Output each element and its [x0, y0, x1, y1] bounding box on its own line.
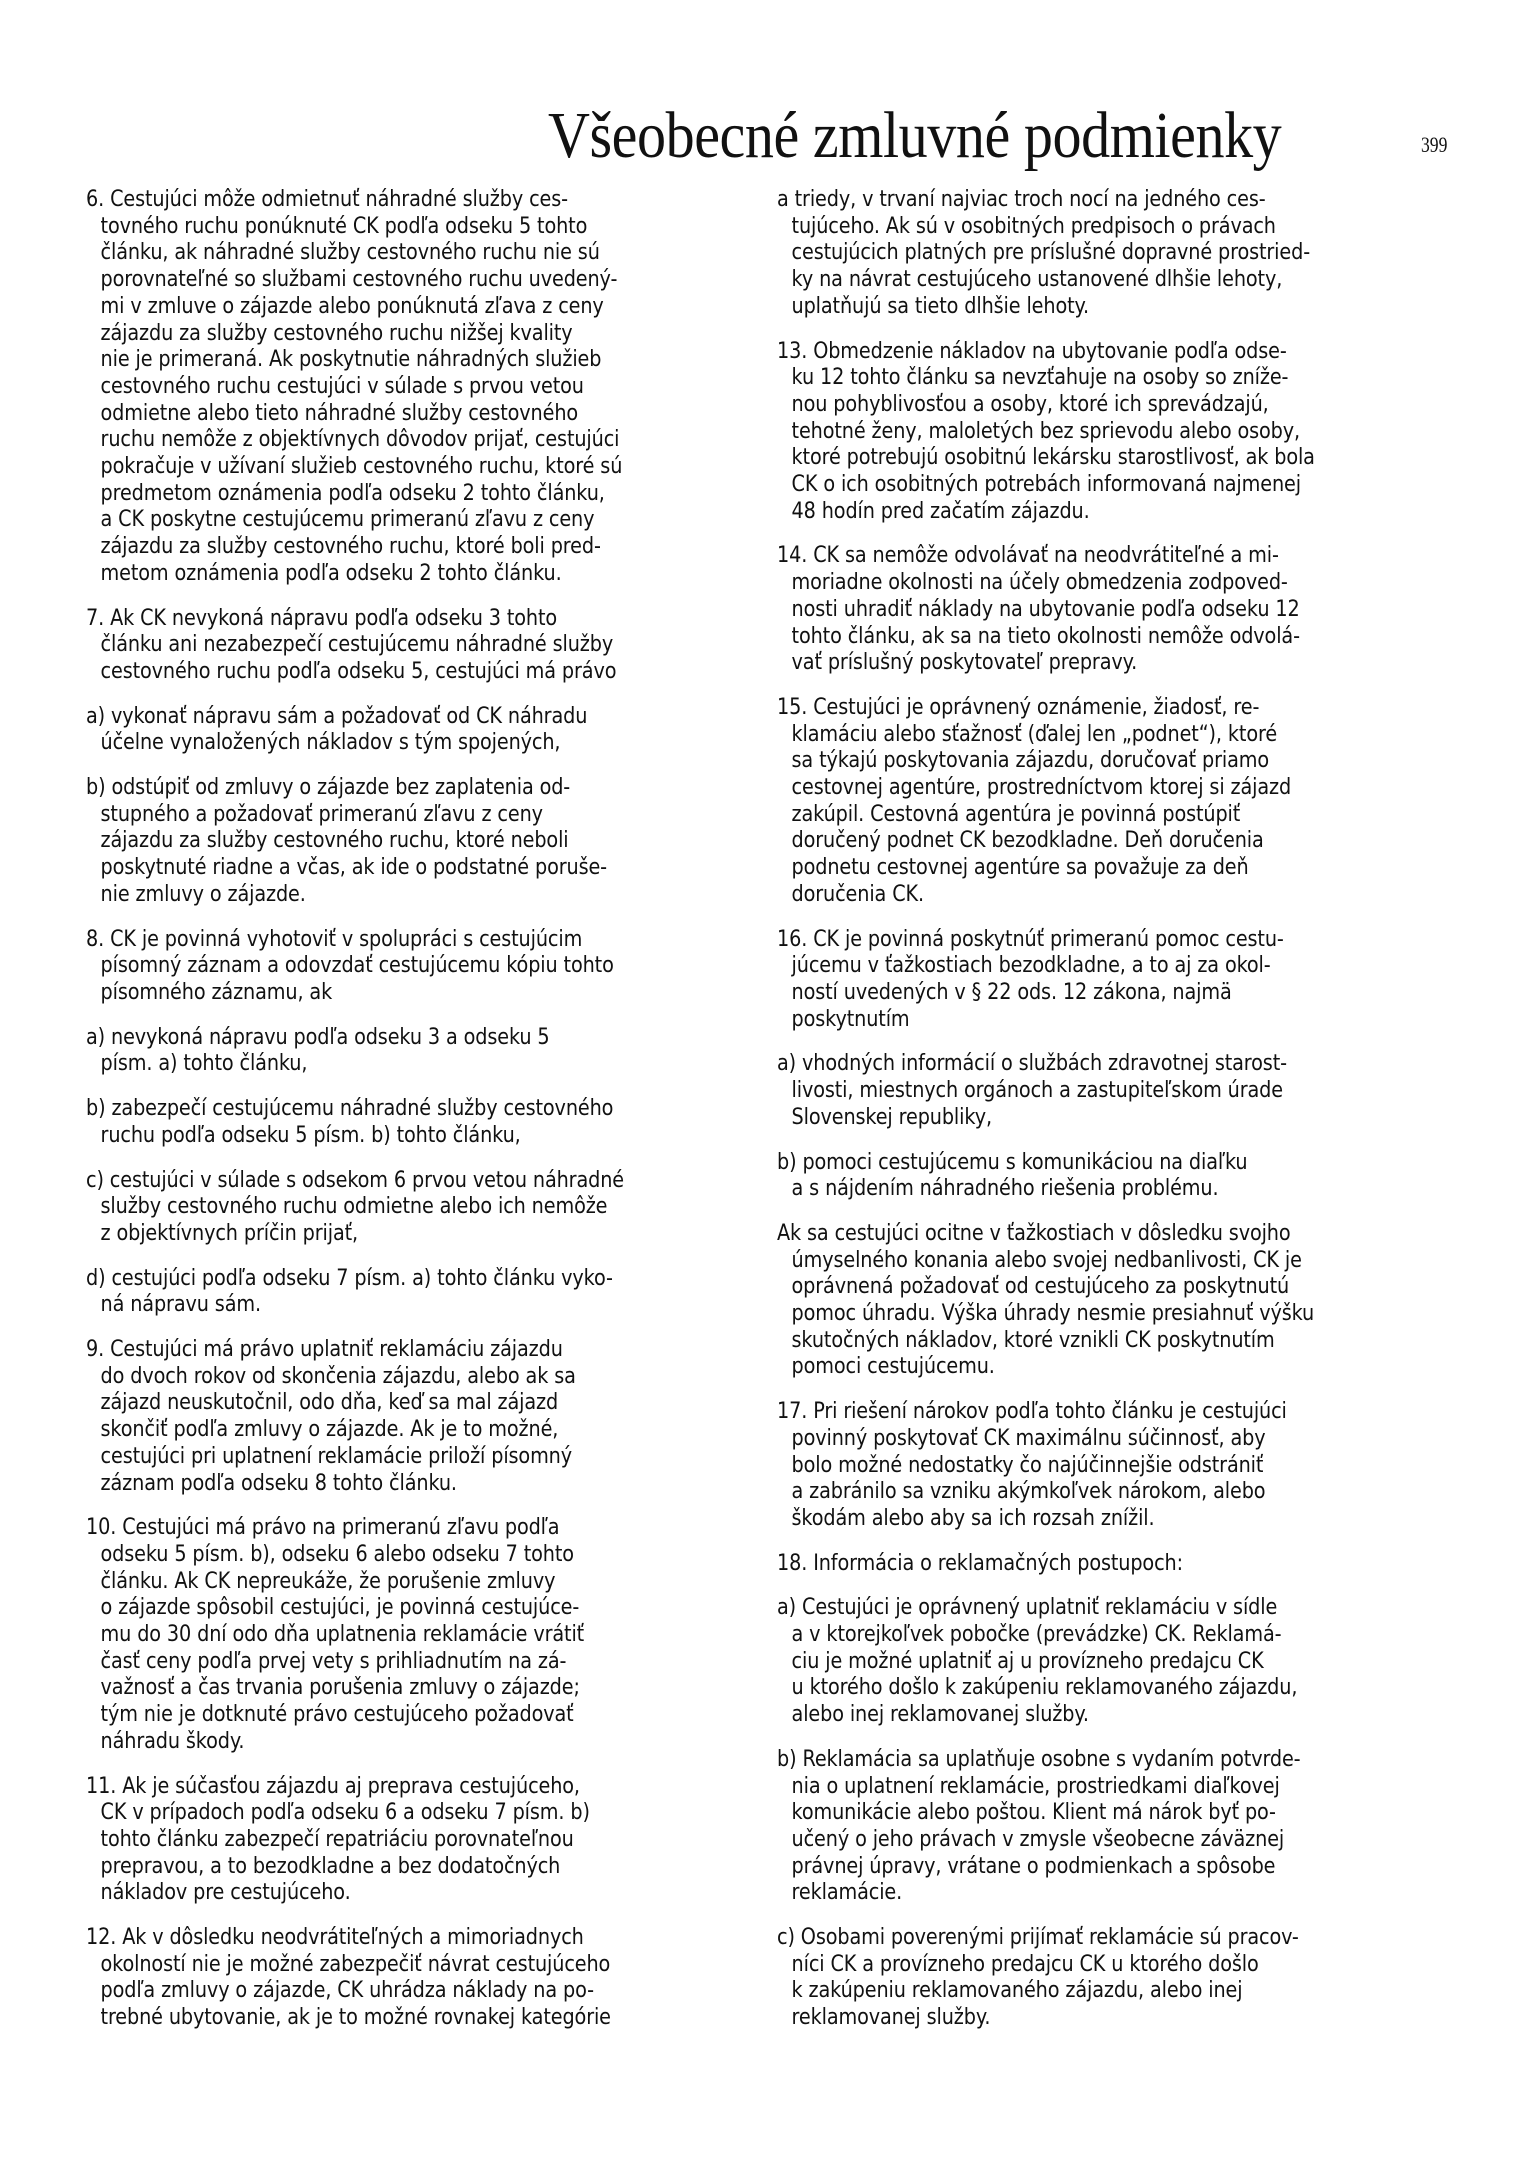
text-line: písomného záznamu, ak	[100, 978, 333, 1005]
paragraph	[86, 1024, 776, 1077]
text-line: sa týkajú poskytovania zájazdu, doručovať priamo	[791, 747, 1270, 774]
text-line: cestovnej agentúre, prostredníctvom ktorej si zájazd	[791, 774, 1292, 801]
text-line: 13. Obmedzenie nákladov na ubytovanie podľa odse-	[777, 337, 1287, 364]
text-line: 10. Cestujúci má právo na primeranú zľavu podľa	[86, 1514, 560, 1541]
text-line: 14. CK sa nemôže odvolávať na neodvrátiteľné a mi-	[777, 542, 1279, 569]
text-line: klamáciu alebo sťažnosť (ďalej len „podnet“), ktoré	[791, 720, 1278, 747]
text-line: a triedy, v trvaní najviac troch nocí na jedného ces-	[777, 186, 1266, 212]
text-line: povinný poskytovať CK maximálnu súčinnosť, aby	[791, 1424, 1266, 1451]
text-line: pomoc úhradu. Výška úhrady nesmie presiahnuť výšku	[791, 1300, 1315, 1327]
text-line: článku. Ak CK nepreukáže, že porušenie zmluvy	[100, 1567, 556, 1594]
text-line: mi v zmluve o zájazde alebo ponúknutá zľava z ceny	[100, 292, 604, 319]
text-line: a) vykonať nápravu sám a požadovať od CK náhradu	[86, 702, 588, 729]
text-line: a) Cestujúci je oprávnený uplatniť reklamáciu v sídle	[777, 1594, 1278, 1621]
text-line: reklamovanej služby.	[791, 2004, 991, 2031]
paragraph	[777, 1050, 1467, 1130]
text-line: ku 12 tohto článku sa nevzťahuje na osoby so zníže-	[791, 364, 1289, 391]
page-header	[0, 96, 1529, 186]
text-line: úmyselného konania alebo svojej nedbanlivosti, CK je	[791, 1246, 1302, 1273]
text-line: a) vhodných informácií o službách zdravotnej starost-	[777, 1050, 1287, 1077]
text-line: predmetom oznámenia podľa odseku 2 tohto článku,	[100, 479, 605, 506]
text-line: odmietne alebo tieto náhradné služby cestovného	[100, 399, 579, 426]
text-line: tovného ruchu ponúknuté CK podľa odseku 5 tohto	[100, 212, 588, 239]
text-line: d) cestujúci podľa odseku 7 písm. a) tohto článku vyko-	[86, 1264, 613, 1291]
text-line: ruchu podľa odseku 5 písm. b) tohto článku,	[100, 1121, 521, 1148]
text-line: podľa zmluvy o zájazde, CK uhrádza náklady na po-	[100, 1977, 594, 2004]
paragraph	[86, 1265, 776, 1318]
text-line: tehotné ženy, maloletých bez sprievodu alebo osoby,	[791, 417, 1300, 444]
text-line: bolo možné nedostatky čo najúčinnejšie odstrániť	[791, 1451, 1264, 1478]
text-line: c) cestujúci v súlade s odsekom 6 prvou vetou náhradné	[86, 1166, 624, 1193]
text-line: doručenia CK.	[791, 880, 924, 907]
text-line: CK v prípadoch podľa odseku 6 a odseku 7 písm. b)	[100, 1799, 590, 1826]
text-line: níci CK a provízneho predajcu CK u ktorého došlo	[791, 1950, 1259, 1977]
text-line: nosti uhradiť náklady na ubytovanie podľa odseku 12	[791, 595, 1300, 622]
text-line: z objektívnych príčin prijať,	[100, 1219, 359, 1246]
text-line: ruchu nemôže z objektívnych dôvodov prijať, cestujúci	[100, 426, 620, 453]
text-line: 12. Ak v dôsledku neodvrátiteľných a mimoriadnych	[86, 1924, 584, 1951]
text-line: b) odstúpiť od zmluvy o zájazde bez zaplatenia od-	[86, 774, 571, 801]
text-line: okolností nie je možné zabezpečiť návrat cestujúceho	[100, 1950, 611, 1977]
text-line: ky na návrat cestujúceho ustanovené dlhšie lehoty,	[791, 266, 1283, 293]
text-line: článku ani nezabezpečí cestujúcemu náhradné služby	[100, 631, 614, 658]
text-line: časť ceny podľa prvej vety s prihliadnutím na zá-	[100, 1647, 567, 1674]
paragraph	[86, 1336, 776, 1496]
text-line: zakúpil. Cestovná agentúra je povinná postúpiť	[791, 800, 1241, 827]
text-line: právnej úpravy, vrátane o podmienkach a spôsobe	[791, 1852, 1276, 1879]
paragraph	[777, 1594, 1467, 1728]
text-line: 9. Cestujúci má právo uplatniť reklamáciu zájazdu	[86, 1336, 563, 1363]
text-line: a CK poskytne cestujúcemu primeranú zľavu z ceny	[100, 506, 595, 533]
text-line: skutočných nákladov, ktoré vznikli CK poskytnutím	[791, 1326, 1275, 1353]
text-line: b) zabezpečí cestujúcemu náhradné služby cestovného	[86, 1095, 614, 1122]
text-line: účelne vynaložených nákladov s tým spojených,	[100, 729, 561, 756]
paragraph	[86, 1095, 776, 1148]
text-line: 7. Ak CK nevykoná nápravu podľa odseku 3 tohto	[86, 604, 558, 631]
paragraph	[86, 1514, 776, 1754]
text-line: cestujúci pri uplatnení reklamácie priloží písomný	[100, 1442, 573, 1469]
paragraph	[86, 1924, 776, 2031]
text-line: cestujúcich platných pre príslušné dopravné prostried-	[791, 239, 1311, 266]
text-line: ná nápravu sám.	[100, 1291, 261, 1318]
text-line: škodám alebo aby sa ich rozsah znížil.	[791, 1504, 1155, 1531]
paragraph	[777, 542, 1467, 676]
text-line: uplatňujú sa tieto dlhšie lehoty.	[791, 292, 1090, 319]
text-line: učený o jeho právach v zmysle všeobecne záväznej	[791, 1825, 1285, 1852]
text-line: reklamácie.	[791, 1879, 903, 1906]
text-line: 18. Informácia o reklamačných postupoch:	[777, 1549, 1183, 1576]
text-line: podnetu cestovnej agentúre sa považuje za deň	[791, 854, 1249, 881]
text-line: 48 hodín pred začatím zájazdu.	[791, 497, 1090, 524]
text-line: tým nie je dotknuté právo cestujúceho požadovať	[100, 1701, 574, 1728]
text-line: odseku 5 písm. b), odseku 6 alebo odseku 7 tohto	[100, 1540, 574, 1567]
text-line: a zabránilo sa vzniku akýmkoľvek nárokom, alebo	[791, 1478, 1266, 1505]
text-line: 17. Pri riešení nárokov podľa tohto článku je cestujúci	[777, 1398, 1287, 1425]
text-line: livosti, miestnych orgánoch a zastupiteľskom úrade	[791, 1077, 1283, 1104]
paragraph	[777, 926, 1467, 1033]
text-line: 6. Cestujúci môže odmietnuť náhradné služby ces-	[86, 186, 568, 212]
text-line: oprávnená požadovať od cestujúceho za poskytnutú	[791, 1273, 1290, 1300]
text-line: skončiť podľa zmluvy o zájazde. Ak je to možné,	[100, 1416, 559, 1443]
paragraph	[777, 1550, 1467, 1577]
paragraph	[777, 694, 1467, 908]
text-line: zájazdu za služby cestovného ruchu, ktoré boli pred-	[100, 533, 601, 560]
text-line: nou pohyblivosťou a osoby, ktoré ich sprevádzajú,	[791, 390, 1269, 417]
text-line: c) Osobami poverenými prijímať reklamácie sú pracov-	[777, 1924, 1299, 1951]
text-line: metom oznámenia podľa odseku 2 tohto článku.	[100, 559, 562, 586]
text-line: k zakúpeniu reklamovaného zájazdu, alebo inej	[791, 1977, 1243, 2004]
paragraph	[777, 1220, 1467, 1380]
text-line: a) nevykoná nápravu podľa odseku 3 a odseku 5	[86, 1023, 550, 1050]
text-line: zájazd neuskutočnil, odo dňa, keď sa mal zájazd	[100, 1389, 559, 1416]
text-line: važnosť a čas trvania porušenia zmluvy o zájazde;	[100, 1674, 580, 1701]
text-line: nákladov pre cestujúceho.	[100, 1879, 351, 1906]
paragraph	[777, 1924, 1467, 2031]
text-line: poskytnuté riadne a včas, ak ide o podstatné poruše-	[100, 854, 607, 881]
text-line: alebo inej reklamovanej služby.	[791, 1701, 1089, 1728]
text-line: písm. a) tohto článku,	[100, 1050, 308, 1077]
text-line: 11. Ak je súčasťou zájazdu aj preprava cestujúceho,	[86, 1772, 580, 1799]
paragraph	[777, 1398, 1467, 1532]
text-line: Slovenskej republiky,	[791, 1103, 992, 1130]
left-column	[86, 186, 776, 2049]
paragraph	[86, 926, 776, 1006]
text-line: zájazdu za služby cestovného ruchu nižšej kvality	[100, 319, 573, 346]
text-line: vať príslušný poskytovateľ prepravy.	[791, 649, 1138, 676]
paragraph	[86, 186, 776, 587]
text-line: júcemu v ťažkostiach bezodkladne, a to aj za okol-	[791, 952, 1271, 979]
paragraph	[86, 1167, 776, 1247]
text-line: tujúceho. Ak sú v osobitných predpisoch o právach	[791, 212, 1276, 239]
text-line: cestovného ruchu podľa odseku 5, cestujúci má právo	[100, 657, 617, 684]
paragraph	[86, 1773, 776, 1907]
text-line: 8. CK je povinná vyhotoviť v spolupráci s cestujúcim	[86, 925, 583, 952]
paragraph	[86, 703, 776, 756]
paragraph	[777, 1746, 1467, 1906]
text-line: poskytnutím	[791, 1005, 910, 1032]
text-line: nia o uplatnení reklamácie, prostriedkami diaľkovej	[791, 1772, 1280, 1799]
text-line: do dvoch rokov od skončenia zájazdu, alebo ak sa	[100, 1362, 576, 1389]
paragraph	[86, 605, 776, 685]
text-line: CK o ich osobitných potrebách informovaná najmenej	[791, 471, 1301, 498]
text-line: komunikácie alebo poštou. Klient má nárok byť po-	[791, 1799, 1276, 1826]
text-line: ností uvedených v § 22 ods. 12 zákona, najmä	[791, 978, 1232, 1005]
text-line: ciu je možné uplatniť aj u provízneho predajcu CK	[791, 1647, 1264, 1674]
page-number: 399	[1421, 132, 1448, 157]
page-title: Všeobecné zmluvné podmienky	[548, 99, 1282, 172]
text-line: 15. Cestujúci je oprávnený oznámenie, žiadosť, re-	[777, 693, 1260, 720]
text-line: moriadne okolnosti na účely obmedzenia zodpoved-	[791, 569, 1288, 596]
text-line: porovnateľné so službami cestovného ruchu uvedený-	[100, 266, 618, 293]
text-line: písomný záznam a odovzdať cestujúcemu kópiu tohto	[100, 952, 614, 979]
text-line: doručený podnet CK bezodkladne. Deň doručenia	[791, 827, 1264, 854]
text-line: cestovného ruchu cestujúci v súlade s prvou vetou	[100, 372, 584, 399]
text-line: ktoré potrebujú osobitnú lekársku starostlivosť, ak bola	[791, 444, 1315, 471]
text-line: stupného a požadovať primeranú zľavu z ceny	[100, 800, 543, 827]
text-line: mu do 30 dní odo dňa uplatnenia reklamácie vrátiť	[100, 1621, 585, 1648]
paragraph	[86, 774, 776, 908]
right-column	[777, 186, 1467, 2049]
text-line: a s nájdením náhradného riešenia problému.	[791, 1175, 1219, 1202]
text-line: a v ktorejkoľvek pobočke (prevádzke) CK. Reklamá-	[791, 1621, 1282, 1648]
text-line: o zájazde spôsobil cestujúci, je povinná cestujúce-	[100, 1594, 580, 1621]
text-line: záznam podľa odseku 8 tohto článku.	[100, 1469, 457, 1496]
paragraph	[777, 1149, 1467, 1202]
text-line: článku, ak náhradné služby cestovného ruchu nie sú	[100, 239, 600, 266]
text-line: tohto článku zabezpečí repatriáciu porovnateľnou	[100, 1825, 574, 1852]
text-line: zájazdu za služby cestovného ruchu, ktoré neboli	[100, 827, 569, 854]
text-line: služby cestovného ruchu odmietne alebo ich nemôže	[100, 1193, 608, 1220]
text-line: u ktorého došlo k zakúpeniu reklamovaného zájazdu,	[791, 1674, 1298, 1701]
text-line: trebné ubytovanie, ak je to možné rovnakej kategórie	[100, 2004, 611, 2031]
text-line: pomoci cestujúcemu.	[791, 1353, 995, 1380]
text-line: b) pomoci cestujúcemu s komunikáciou na diaľku	[777, 1148, 1248, 1175]
text-line: tohto článku, ak sa na tieto okolnosti nemôže odvolá-	[791, 622, 1300, 649]
text-line: 16. CK je povinná poskytnúť primeranú pomoc cestu-	[777, 925, 1284, 952]
text-line: prepravou, a to bezodkladne a bez dodatočných	[100, 1852, 561, 1879]
text-line: náhradu škody.	[100, 1727, 245, 1754]
paragraph	[777, 186, 1467, 320]
text-line: nie je primeraná. Ak poskytnutie náhradných služieb	[100, 346, 602, 373]
text-line: b) Reklamácia sa uplatňuje osobne s vydaním potvrde-	[777, 1745, 1301, 1772]
text-line: pokračuje v užívaní služieb cestovného ruchu, ktoré sú	[100, 453, 623, 480]
paragraph	[777, 338, 1467, 525]
text-line: Ak sa cestujúci ocitne v ťažkostiach v dôsledku svojho	[777, 1219, 1291, 1246]
text-line: nie zmluvy o zájazde.	[100, 880, 306, 907]
